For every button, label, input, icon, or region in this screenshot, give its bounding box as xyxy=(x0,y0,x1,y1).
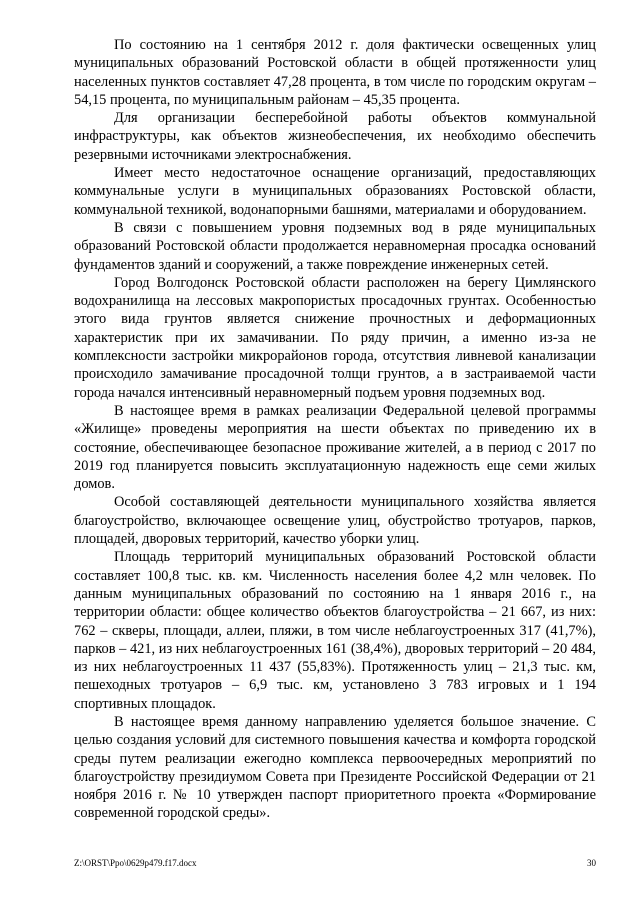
paragraph-groundwater: В связи с повышением уровня подземных вод в ряде муниципальных образований Ростовской области продолжается неравномерная просадка оснований фундаментов зданий и сооружений, а также повреждение инженерных сетей. xyxy=(74,219,596,273)
paragraph-street-lighting: По состоянию на 1 сентября 2012 г. доля фактически освещенных улиц муниципальных образований Ростовской области в общей протяженности улиц населенных пунктов составляет 47,28 процента, в том числе по городским округам – 54,15 процента, по муниципальным районам – 45,35 процента. xyxy=(74,37,596,108)
paragraph-priority-project: В настоящее время данному направлению уделяется большое значение. С целью создания условий для системного повышения качества и комфорта городской среды путем реализации ежегодно комплекса первоочередных мероприятий по благоустройству президиумом Совета при Президенте Российской Федерации от 21 ноября 2016 г. № 10 утвержден паспорт приоритетного проекта «Формирование современной городской среды». xyxy=(74,713,596,822)
page-number: 30 xyxy=(587,858,596,868)
page-footer xyxy=(74,857,596,869)
paragraph-territory-statistics: Площадь территорий муниципальных образований Ростовской области составляет 100,8 тыс. кв. км. Численность населения более 4,2 млн человек. По данным муниципальных образований по состоянию на 1 января 2016 г., на территории области: общее количество объектов благоустройства – 21 667, из них: 762 – скверы, площади, аллеи, пляжи, в том числе неблагоустроенных 317 (41,7%), парков – 421, из них неблагоустроенных 161 (38,4%), дворовых территорий – 20 484, из них неблагоустроенных 11 437 (55,83%). Протяженность улиц – 21,3 тыс. км, пешеходных тротуаров – 6,9 тыс. км, установлено 3 783 игровых и 1 194 спортивных площадок. xyxy=(74,549,596,712)
paragraph-landscaping: Особой составляющей деятельности муниципального хозяйства является благоустройство, включающее освещение улиц, обустройство тротуаров, парков, площадей, дворовых территорий, качество уборки улиц. xyxy=(74,494,596,548)
footer-file-path: Z:\ORST\Ppo\0629p479.f17.docx xyxy=(74,858,197,868)
paragraph-volgodonsk: Город Волгодонск Ростовской области расположен на берегу Цимлянского водохранилища на лессовых макропористых просадочных грунтах. Особенностью этого вида грунтов является снижение прочностных и деформационных характеристик при их замачивании. По ряду причин, а именно из-за не комплексности застройки микрорайонов города, отсутствия ливневой канализации происходило замачивание просадочной толщи грунтов, а в застраиваемой части города начался интенсивный неравномерный подъем уровня подземных вод. xyxy=(74,274,596,401)
paragraph-equipment-shortage: Имеет место недостаточное оснащение организаций, предоставляющих коммунальные услуги в муниципальных образованиях Ростовской области, коммунальной техникой, водонапорными башнями, материалами и оборудованием. xyxy=(74,165,596,218)
paragraph-zhilische-program: В настоящее время в рамках реализации Федеральной целевой программы «Жилище» проведены мероприятия на шести объектах по приведению их в состояние, обеспечивающее безопасное проживание жителей, а в период с 2017 по 2019 год планируется повысить эксплуатационную надежность еще семи жилых домов. xyxy=(74,402,596,493)
document-body xyxy=(74,36,596,823)
paragraph-backup-power: Для организации бесперебойной работы объектов коммунальной инфраструктуры, как объектов жизнеобеспечения, их необходимо обеспечить резервными источниками электроснабжения. xyxy=(74,110,596,163)
